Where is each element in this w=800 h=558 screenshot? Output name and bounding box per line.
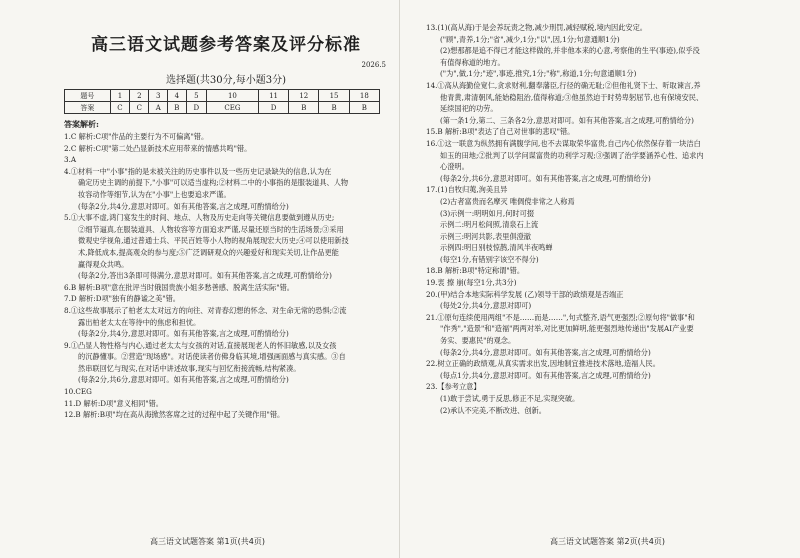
table-cell: B bbox=[167, 102, 186, 114]
answer-line: (每点1分,共4分,意思对即可。如有其他答案,言之成理,可酌情给分) bbox=[440, 370, 651, 380]
table-cell: 2 bbox=[130, 90, 149, 102]
choice-section-heading: 选择题(共30分,每小题3分) bbox=[165, 75, 287, 86]
answer-line: (2)古者富贵而名摩灭 唯倜傥非常之人称焉 bbox=[440, 196, 575, 206]
answer-line: 23.【参考立意】 bbox=[426, 382, 481, 392]
answer-line: 10.CEG bbox=[64, 387, 92, 397]
answer-line: 术,降低成本,提高观众的参与度;⑤广泛调研观众的兴趣爱好和现实关切,让作品更能 bbox=[78, 247, 339, 257]
answer-line: 19.衷 擦 崩(每空1分,共3分) bbox=[426, 278, 517, 288]
exam-date: 2026.5 bbox=[361, 61, 386, 69]
answer-table-answer-row bbox=[65, 102, 380, 114]
answer-line: 16.①这一联意为纵然拥有满腹学问,也不去谋取荣华富贵,自己内心依然保存着一块洁白 bbox=[426, 138, 701, 148]
answer-line: 20.(甲)结合本地实际科学发展 (乙)领导干部的政绩观是否端正 bbox=[426, 289, 624, 299]
answer-line: ②细节逼真,在服装道具、人物妆容等方面追求严谨,尽量还原当时的生活场景;③采用 bbox=[78, 224, 344, 234]
analysis-heading: 答案解析: bbox=[64, 119, 99, 129]
answer-line: 他青黄,肃清朝风,能始稳阻治,值得称道;③他虽然迫于时势卑躬屈节,也有保境安民、 bbox=[440, 92, 704, 102]
answer-table bbox=[64, 89, 380, 114]
table-cell: 3 bbox=[149, 90, 167, 102]
answer-line: (每条2分,共4分,意思对即可。如有其他答案,言之成理,可酌情给分) bbox=[78, 201, 289, 211]
answer-line: (每处2分,共4分,意思对即可) bbox=[440, 301, 532, 311]
answer-line: (3)示例一:明明如月,何时可掇 bbox=[440, 208, 534, 218]
answer-line: 8.①这些故事展示了柏老太太对远方的向往、对青春幻想的怀念、对生命无常的恐惧;②流 bbox=[64, 305, 347, 315]
answer-line: (1)敢于尝试,勇于反思,修正不足,实现突破。 bbox=[440, 394, 580, 403]
answer-line: 21.①原句连续使用两组"不是……而是……",句式整齐,语气更强烈;②原句将"做事"和 bbox=[426, 312, 695, 322]
answer-line: 确定历史主调的前提下,"小事"可以适当虚构;②材料二中的小事指的是服装道具、人物 bbox=[78, 178, 349, 188]
table-cell: B bbox=[349, 102, 379, 114]
answer-line: 如玉的田地;②批判了以学问谋富贵的功利学习观;③强调了治学要涵养心性、追求内 bbox=[440, 150, 704, 160]
table-cell: 18 bbox=[349, 90, 379, 102]
table-cell: 题号 bbox=[65, 90, 111, 102]
answer-line: 11.D 解析:D项"意义相同"错。 bbox=[64, 398, 163, 408]
answer-line: (每空1分,有错别字该空不得分) bbox=[440, 254, 539, 264]
answer-line: 赢得观众共鸣。 bbox=[78, 259, 129, 269]
table-cell: B bbox=[319, 102, 349, 114]
page-footer: 高三语文试题答案 第2页(共4页) bbox=[550, 537, 665, 546]
answer-line: (每条2分,答出3条即可得满分,意思对即可。如有其他答案,言之成理,可酌情给分) bbox=[78, 271, 332, 281]
table-cell: 答案 bbox=[65, 102, 111, 114]
table-cell: 1 bbox=[110, 90, 129, 102]
table-cell: 12 bbox=[289, 90, 319, 102]
answer-line: "作秀","造景"和"造福"两两对举,对比更加鲜明,能更强烈地传递出"发展AI产业要 bbox=[440, 324, 694, 334]
answer-line: (第一条1分,第二、三条各2分,意思对即可。如有其他答案,言之成理,可酌情给分) bbox=[440, 115, 694, 125]
answer-line: 12.B 解析:B项"均在高从海掀然客席之过的过程中起了关键作用"错。 bbox=[64, 410, 285, 420]
page-title: 高三语文试题参考答案及评分标准 bbox=[91, 35, 361, 55]
table-cell: 5 bbox=[186, 90, 206, 102]
answer-line: 6.B 解析:B项"意在批评当时俄国贵族小姐多愁善感、脱离生活实际"错。 bbox=[64, 282, 294, 292]
answer-line: ("顾",青养,1分;"省",减少,1分;"以",因,1分;句意通顺1分) bbox=[440, 34, 620, 44]
answer-line: (每条2分,共6分,意思对即可。如有其他答案,言之成理,可酌情给分) bbox=[78, 375, 289, 385]
answer-line: 妆容动作等细节,认为在"小事"上也要追求严谨。 bbox=[78, 189, 231, 199]
answer-line: 3.A bbox=[64, 155, 77, 165]
answer-line: (每条2分,共4分,意思对即可。如有其他答案,言之成理,可酌情给分) bbox=[78, 329, 289, 339]
answer-line: 微观史学视角,通过普通士兵、平民百姓等小人物的视角展现宏大历史;④可以使用新技 bbox=[78, 236, 349, 246]
answer-line: 7.D 解析:D项"独有的静谧之美"错。 bbox=[64, 294, 180, 304]
table-cell: C bbox=[110, 102, 129, 114]
answer-line: 5.①大事不虚,鸿门宴发生的时间、地点、人物及历史走向等关键信息要做到遵从历史; bbox=[64, 213, 335, 223]
answer-line: 9.①凸显人物性格与内心,通过老太太与女孩的对话,直接展现老人的怀旧敏感,以及女孩 bbox=[64, 340, 337, 350]
table-cell: D bbox=[186, 102, 206, 114]
answer-line: 18.B 解析:B项"特定称谓"错。 bbox=[426, 266, 525, 276]
answer-line: 示例三:明河共影,表里俱澄澈 bbox=[440, 231, 531, 241]
answer-line: 2.C 解析:C项"第二处凸显新技术应用带来的情感共鸣"错。 bbox=[64, 143, 252, 153]
answer-line: 延续国祀的功劳。 bbox=[440, 104, 498, 114]
table-cell: A bbox=[149, 102, 167, 114]
answer-line: 1.C 解析:C项"作品的主要行为不可偏离"错。 bbox=[64, 132, 209, 141]
answer-line: 14.①高从海勤俭宽仁,贪求财利,翻奉藩臣,行径的确无耻;②但他礼贤下士、听取谏言,养 bbox=[426, 80, 701, 90]
answer-line: 露出柏老太太在等待中的焦虑和担忧。 bbox=[78, 317, 201, 327]
table-cell: 10 bbox=[206, 90, 258, 102]
answer-line: 示例二:明月松间照,清泉石上流 bbox=[440, 220, 539, 230]
left-answer-list bbox=[64, 131, 388, 421]
table-cell: 15 bbox=[319, 90, 349, 102]
answer-line: 15.B 解析:B项"表达了自己对世事的悲叹"错。 bbox=[426, 127, 575, 137]
answer-line: 13.(1)(高从海)于是会养玩责之物,减少刑罚,减轻赋税,境内因此安定。 bbox=[426, 23, 647, 32]
answer-line: 示例四:明日别枝惊鹊,清风半夜鸣蝉 bbox=[440, 243, 553, 253]
answer-line: 务实、要惠民"的观念。 bbox=[440, 336, 516, 346]
answer-line: (每条2分,共6分,意思对即可。如有其他答案,言之成理,可酌情给分) bbox=[440, 173, 651, 183]
answer-line: 的沉静懂事。②营造"现场感"。对话使读者仿佛身临其境,增强画面感与真实感。③自 bbox=[78, 352, 346, 362]
table-cell: CEG bbox=[206, 102, 258, 114]
answer-line: 17.(1)自牧归荑,洵美且异 bbox=[426, 185, 508, 195]
page-footer: 高三语文试题答案 第1页(共4页) bbox=[150, 537, 265, 546]
answer-line: 心澄明。 bbox=[440, 162, 469, 172]
answer-line: (2)承认不完美,不断改进、创新。 bbox=[440, 405, 546, 415]
answer-line: 有值得称道的地方。 bbox=[440, 57, 505, 67]
table-cell: 11 bbox=[258, 90, 288, 102]
answer-line: 22.树立正确的政绩观,从真实需求出发,因地制宜推进技术落地,造福人民。 bbox=[426, 359, 660, 369]
answer-line: (每条2分,共4分,意思对即可。如有其他答案,言之成理,可酌情给分) bbox=[440, 347, 651, 357]
answer-line: (2)想那都是追不得已才能这样做的,并非他本来的心意,考察他的生平(事迹),似乎没 bbox=[440, 46, 700, 56]
answer-table-header-row bbox=[65, 90, 380, 102]
answer-line: 然串联回忆与现实,在对话中讲述故事,现实与回忆衔接流畅,结构紧凑。 bbox=[78, 363, 301, 373]
table-cell: B bbox=[289, 102, 319, 114]
table-cell: D bbox=[258, 102, 288, 114]
page-two bbox=[400, 0, 800, 558]
table-cell: 4 bbox=[167, 90, 186, 102]
answer-line: 4.①材料一中"小事"指的是未被关注的历史事件以及一些历史记录缺失的信息,认为在 bbox=[64, 166, 332, 176]
answer-line: ("为",做,1分;"迹",事迹,推究,1分;"称",称道,1分;句意通顺1分) bbox=[440, 69, 637, 79]
table-cell: C bbox=[130, 102, 149, 114]
right-answer-list bbox=[426, 22, 786, 416]
